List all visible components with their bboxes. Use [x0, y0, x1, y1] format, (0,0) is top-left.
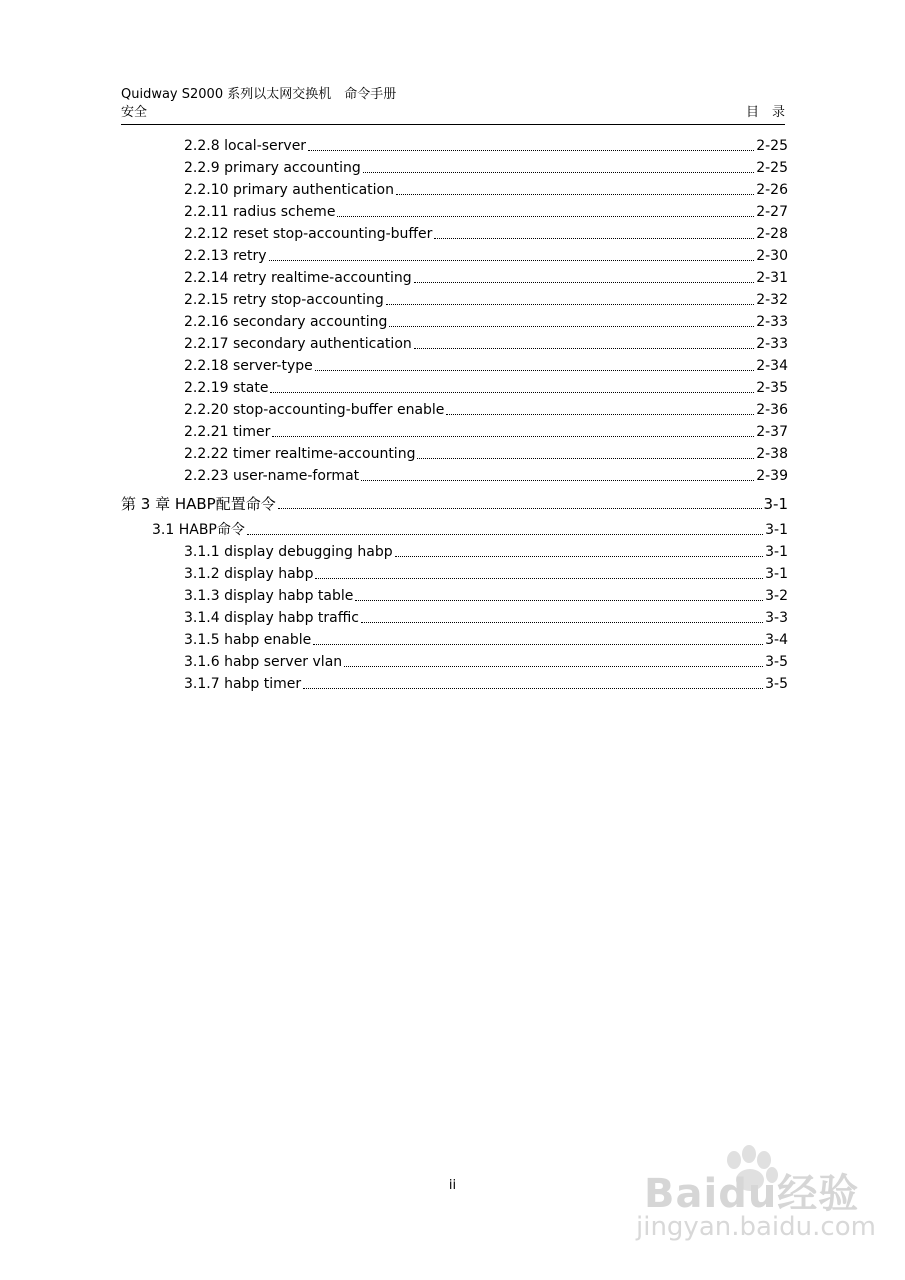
toc-entry-title: 2.2.23 user-name-format — [184, 468, 360, 484]
toc-entry-title: 3.1.1 display debugging habp — [184, 544, 393, 560]
page-header — [121, 86, 785, 122]
toc-leader-dots — [414, 282, 755, 283]
toc-entry-page: 2-25 — [756, 138, 788, 154]
toc-entry[interactable] — [184, 202, 788, 222]
toc-entry[interactable] — [184, 444, 788, 464]
toc-entry-title: 2.2.15 retry stop-accounting — [184, 292, 384, 308]
toc-leader-dots — [396, 194, 754, 195]
toc-entry-page: 2-37 — [756, 424, 788, 440]
toc-entry-title: 3.1 HABP命令 — [152, 522, 245, 538]
toc-leader-dots — [308, 150, 754, 151]
toc-entry-page: 3-3 — [765, 610, 788, 626]
toc-entry-page: 3-2 — [765, 588, 788, 604]
toc-leader-dots — [395, 556, 764, 557]
toc-leader-dots — [363, 172, 754, 173]
toc-entry[interactable] — [184, 378, 788, 398]
toc-entry[interactable] — [184, 290, 788, 310]
toc-leader-dots — [434, 238, 754, 239]
toc-entry-title: 2.2.13 retry — [184, 248, 267, 264]
header-section-row — [121, 104, 785, 122]
toc-entry[interactable] — [184, 268, 788, 288]
toc-entry-page: 2-25 — [756, 160, 788, 176]
toc-entry-page: 2-39 — [756, 468, 788, 484]
toc-leader-dots — [337, 216, 754, 217]
toc-leader-dots — [389, 326, 754, 327]
toc-entry[interactable] — [184, 422, 788, 442]
toc-leader-dots — [361, 480, 754, 481]
toc-leader-dots — [446, 414, 754, 415]
toc-entry-title: 3.1.2 display habp — [184, 566, 314, 582]
toc-entry-title: 3.1.5 habp enable — [184, 632, 312, 648]
toc-entry[interactable] — [184, 312, 788, 332]
toc-entry[interactable] — [184, 564, 788, 584]
toc-entry[interactable] — [184, 586, 788, 606]
toc-leader-dots — [247, 534, 763, 535]
toc-entry[interactable] — [184, 246, 788, 266]
baidu-watermark — [636, 1140, 876, 1250]
toc-entry-title: 3.1.7 habp timer — [184, 676, 302, 692]
toc-leader-dots — [315, 578, 763, 579]
watermark-url: jingyan.baidu.com — [636, 1212, 876, 1242]
toc-entry-title: 2.2.17 secondary authentication — [184, 336, 412, 352]
toc-entry-page: 2-36 — [756, 402, 788, 418]
toc-entry-title: 3.1.3 display habp table — [184, 588, 354, 604]
toc-entry-page: 2-38 — [756, 446, 788, 462]
toc-entry-title: 2.2.22 timer realtime-accounting — [184, 446, 416, 462]
toc-leader-dots — [386, 304, 754, 305]
toc-entry[interactable] — [184, 674, 788, 694]
toc-entry[interactable] — [152, 520, 788, 540]
toc-leader-dots — [303, 688, 763, 689]
toc-entry-title: 2.2.21 timer — [184, 424, 271, 440]
toc-entry-page: 3-1 — [765, 544, 788, 560]
toc-entry-title: 2.2.11 radius scheme — [184, 204, 336, 220]
toc-entry[interactable] — [184, 180, 788, 200]
watermark-brand: Baidu经验 — [644, 1171, 860, 1217]
toc-entry-title: 2.2.16 secondary accounting — [184, 314, 388, 330]
toc-entry-title: 3.1.4 display habp traffic — [184, 610, 359, 626]
toc-entry-page: 2-31 — [756, 270, 788, 286]
toc-entry-page: 2-26 — [756, 182, 788, 198]
toc-leader-dots — [269, 260, 755, 261]
toc-entry-page: 3-5 — [765, 676, 788, 692]
toc-entry[interactable] — [184, 158, 788, 178]
toc-entry[interactable] — [184, 334, 788, 354]
toc-leader-dots — [361, 622, 763, 623]
toc-entry-page: 3-1 — [763, 495, 788, 513]
toc-entry-title: 2.2.10 primary authentication — [184, 182, 394, 198]
toc-leader-dots — [417, 458, 754, 459]
toc-leader-dots — [414, 348, 754, 349]
toc-entry-page: 2-33 — [756, 336, 788, 352]
toc-entry-page: 2-30 — [756, 248, 788, 264]
toc-entry[interactable] — [184, 630, 788, 650]
toc-entry[interactable] — [184, 224, 788, 244]
toc-leader-dots — [278, 508, 762, 509]
toc-leader-dots — [355, 600, 763, 601]
toc-entry-title: 2.2.12 reset stop-accounting-buffer — [184, 226, 433, 242]
header-divider — [121, 124, 785, 125]
toc-entry-title: 2.2.14 retry realtime-accounting — [184, 270, 412, 286]
section-name: 安全 — [121, 105, 148, 120]
toc-entry-page: 3-5 — [765, 654, 788, 670]
toc-leader-dots — [272, 436, 754, 437]
document-title: Quidway S2000 系列以太网交换机 命令手册 — [121, 87, 397, 102]
toc-entry-page: 2-34 — [756, 358, 788, 374]
toc-leader-dots — [344, 666, 763, 667]
header-right-label: 目 录 — [745, 105, 785, 120]
toc-entry-title: 2.2.19 state — [184, 380, 269, 396]
toc-entry-title: 2.2.8 local-server — [184, 138, 307, 154]
toc-entry-page: 2-32 — [756, 292, 788, 308]
page-number: ii — [448, 1178, 457, 1193]
toc-entry-page: 2-33 — [756, 314, 788, 330]
toc-entry[interactable] — [184, 466, 788, 486]
toc-entry-page: 2-35 — [756, 380, 788, 396]
toc-entry-page: 3-1 — [765, 522, 788, 538]
toc-entry-page: 2-27 — [756, 204, 788, 220]
toc-leader-dots — [270, 392, 754, 393]
toc-entry[interactable] — [184, 652, 788, 672]
toc-entry-title: 2.2.18 server-type — [184, 358, 313, 374]
toc-entry-title: 3.1.6 habp server vlan — [184, 654, 343, 670]
toc-entry-title: 2.2.20 stop-accounting-buffer enable — [184, 402, 445, 418]
toc-leader-dots — [313, 644, 763, 645]
toc-entry[interactable] — [121, 494, 788, 514]
toc-entry-page: 2-28 — [756, 226, 788, 242]
toc-entry[interactable] — [184, 400, 788, 420]
toc-entry[interactable] — [184, 136, 788, 156]
toc-entry-page: 3-1 — [765, 566, 788, 582]
toc-entry[interactable] — [184, 608, 788, 628]
toc-entry[interactable] — [184, 542, 788, 562]
toc-leader-dots — [315, 370, 754, 371]
toc-entry[interactable] — [184, 356, 788, 376]
toc-entry-title: 2.2.9 primary accounting — [184, 160, 361, 176]
toc-entry-page: 3-4 — [765, 632, 788, 648]
toc-entry-title: 第 3 章 HABP配置命令 — [121, 495, 276, 513]
